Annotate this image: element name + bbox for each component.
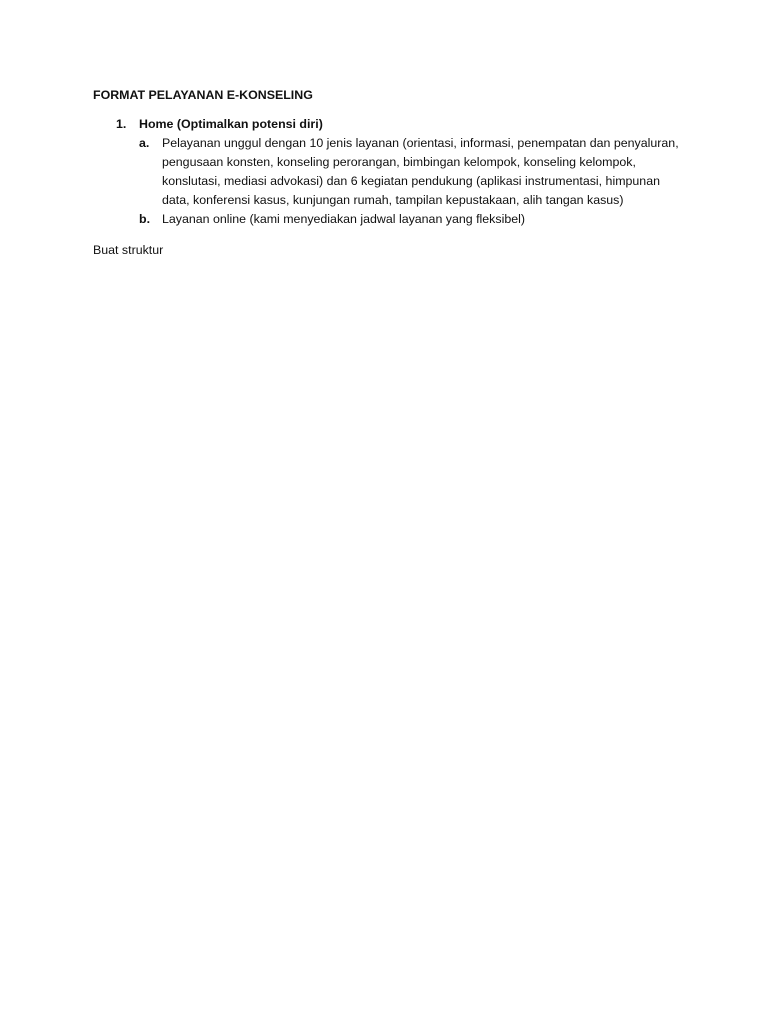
list-item-letter: b. (139, 212, 151, 226)
section-item-list (139, 134, 683, 229)
document-title: FORMAT PELAYANAN E-KONSELING (93, 88, 313, 102)
list-item-b (139, 210, 683, 229)
section-heading: Home (Optimalkan potensi diri) (139, 117, 323, 131)
list-item-text: Layanan online (kami menyediakan jadwal layanan yang fleksibel) (162, 212, 525, 226)
document-body (93, 86, 683, 260)
list-item-a (139, 134, 683, 210)
section-number: 1. (116, 117, 127, 131)
list-item-letter: a. (139, 136, 150, 150)
section-1 (93, 115, 683, 229)
list-item-text: Pelayanan unggul dengan 10 jenis layanan (orientasi, informasi, penempatan dan penyaluran, pengusaan konsten, konseling perorangan, bimbingan kelompok, konseling kelompok, konslutasi, mediasi advokasi) dan 6 kegiatan pendukung (aplikasi instrumentasi, himpunan data, konferensi kasus, kunjungan rumah, tampilan kepustakaan, alih tangan kasus) (162, 136, 679, 207)
closing-note: Buat struktur (93, 243, 164, 257)
